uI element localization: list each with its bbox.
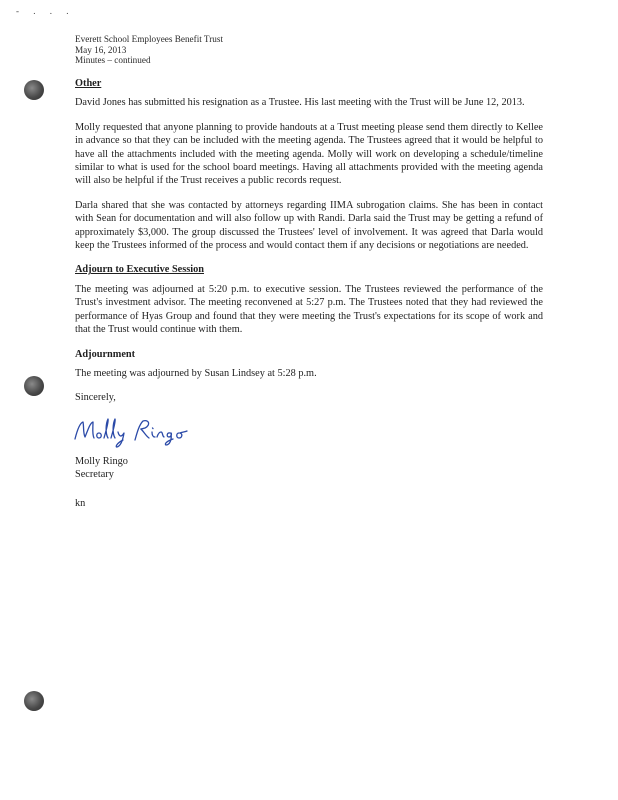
header-organization: Everett School Employees Benefit Trust [75,34,224,44]
paragraph-executive-session: The meeting was adjourned at 5:20 p.m. to executive session. The Trustees reviewed the performance of the Trust's investment advisor. The meeting reconvened at 5:27 p.m. The Trustees noted that they had reviewed the performance of Hyas Group and found that they were meeting the Trust's expectations for its scope of work and that the Trust would continue with them. [75,283,543,336]
signer-name: Molly Ringo [75,455,128,467]
section-heading-other: Other [75,78,102,89]
paragraph-subrogation: Darla shared that she was contacted by attorneys regarding IIMA subrogation claims. She has been in contact with Sean for documentation and will also follow up with Randi. Darla said the Trust may be getting a refund of approximately $3,000. The group discussed the Trustees' level of involvement. It was agreed that Darla would keep the Trustees informed of the process and would contact them if any decisions or negotiations are needed. [75,199,543,252]
closing-salutation: Sincerely, [75,392,116,404]
paragraph-handouts: Molly requested that anyone planning to provide handouts at a Trust meeting please send them directly to Kellee in advance so that they can be included with the meeting agenda. The Trustees agreed that it would be helpful to have all the attachments included with the meeting agenda. Molly will work on developing a schedule/timeline similar to what is used for the school board meetings. Having all attachments provided with the meeting agenda will also be helpful if the Trust receives a public records request. [75,121,543,187]
signature-image [71,413,211,451]
header-date: May 16, 2013 [75,44,127,55]
punch-hole [24,80,44,100]
section-heading-adjournment: Adjournment [75,348,136,360]
scan-marks: - . . . [16,6,75,16]
page-header [75,34,223,66]
handwritten-signature [71,413,543,451]
punch-hole [24,376,44,396]
minutes-body [75,77,543,510]
paragraph-resignation: David Jones has submitted his resignation as a Trustee. His last meeting with the Trust will be June 12, 2013. [75,97,525,109]
punch-hole [24,691,44,711]
section-heading-executive-session: Adjourn to Executive Session [75,264,205,276]
typist-initials: kn [75,497,86,509]
paragraph-adjournment: The meeting was adjourned by Susan Lindsey at 5:28 p.m. [75,367,317,379]
signer-title: Secretary [75,469,114,481]
header-subtitle: Minutes – continued [75,55,151,65]
